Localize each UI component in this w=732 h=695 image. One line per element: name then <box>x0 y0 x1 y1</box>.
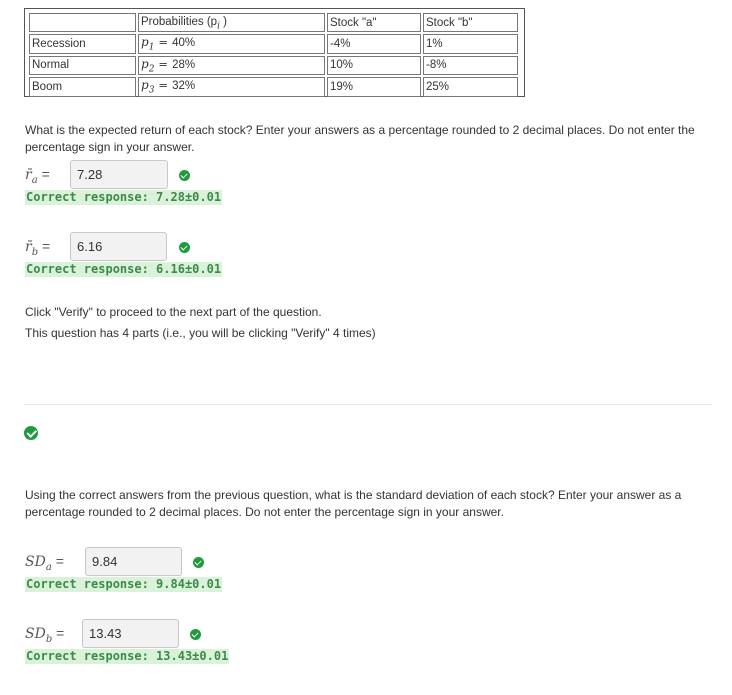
correct-response-a: Correct response: 7.28±0.01 <box>26 190 222 204</box>
table-row <box>29 34 518 53</box>
question-text-part2: Using the correct answers from the previous question, what is the standard deviation of each stock? Enter your answer as a percentage rounded to 2 decimal places. Do not enter the percentage sign in your answer. <box>25 488 682 519</box>
table-cell-a: 19% <box>327 77 421 96</box>
table-cell-prob: $p_1 = 40\%$ <box>138 34 325 53</box>
expected-return-b-input[interactable]: 6.16 <box>70 232 167 261</box>
question-text-part1: What is the expected return of each stock? Enter your answers as a percentage rounded to 2 decimal places. Do not enter the percentage sign in your answer. <box>25 123 695 154</box>
sd-b-input[interactable]: 13.43 <box>82 619 179 648</box>
check-icon <box>193 557 204 568</box>
sd-a-label: $SD_a$ = <box>25 553 64 573</box>
table-cell-prob: $p_3 = 32\%$ <box>138 77 325 96</box>
correct-response-sd-b: Correct response: 13.43±0.01 <box>26 649 229 663</box>
correct-response-b: Correct response: 6.16±0.01 <box>26 262 222 276</box>
table-cell-b: 1% <box>423 34 518 53</box>
table-cell-a: -4% <box>327 34 421 53</box>
expected-return-a-input[interactable]: 7.28 <box>70 160 168 189</box>
verify-note: Click "Verify" to proceed to the next part of the question. <box>25 305 322 319</box>
table-cell-a: 10% <box>327 56 421 75</box>
table-cell-state: Boom <box>29 77 136 96</box>
table-cell-b: 25% <box>423 77 518 96</box>
table-cell-b: -8% <box>423 56 518 75</box>
table-cell-state: Normal <box>29 56 136 75</box>
table-cell-prob: $p_2 = 28\%$ <box>138 56 325 75</box>
check-icon <box>179 242 190 253</box>
table-row <box>29 77 518 96</box>
expected-return-a-label: $r̄_a$ = <box>25 166 50 186</box>
expected-return-b-label: $r̄_b$ = <box>25 238 51 258</box>
table-header-cell: Probabilities ($p_i$ ) <box>138 13 325 32</box>
check-icon <box>190 629 201 640</box>
table-row <box>29 56 518 75</box>
divider <box>24 404 712 405</box>
sd-b-label: $SD_b$ = <box>25 625 65 645</box>
check-icon <box>179 170 190 181</box>
correct-response-sd-a: Correct response: 9.84±0.01 <box>26 577 222 591</box>
table-header-cell: Stock "a" <box>327 13 421 32</box>
sd-a-input[interactable]: 9.84 <box>85 547 182 576</box>
table-header-cell: Stock "b" <box>423 13 518 32</box>
probability-table <box>24 8 525 97</box>
table-header-row <box>29 13 518 32</box>
table-cell-state: Recession <box>29 34 136 53</box>
table-header-cell <box>29 13 136 32</box>
part-complete-check-icon <box>24 426 38 440</box>
parts-note: This question has 4 parts (i.e., you will be clicking "Verify" 4 times) <box>25 326 376 340</box>
